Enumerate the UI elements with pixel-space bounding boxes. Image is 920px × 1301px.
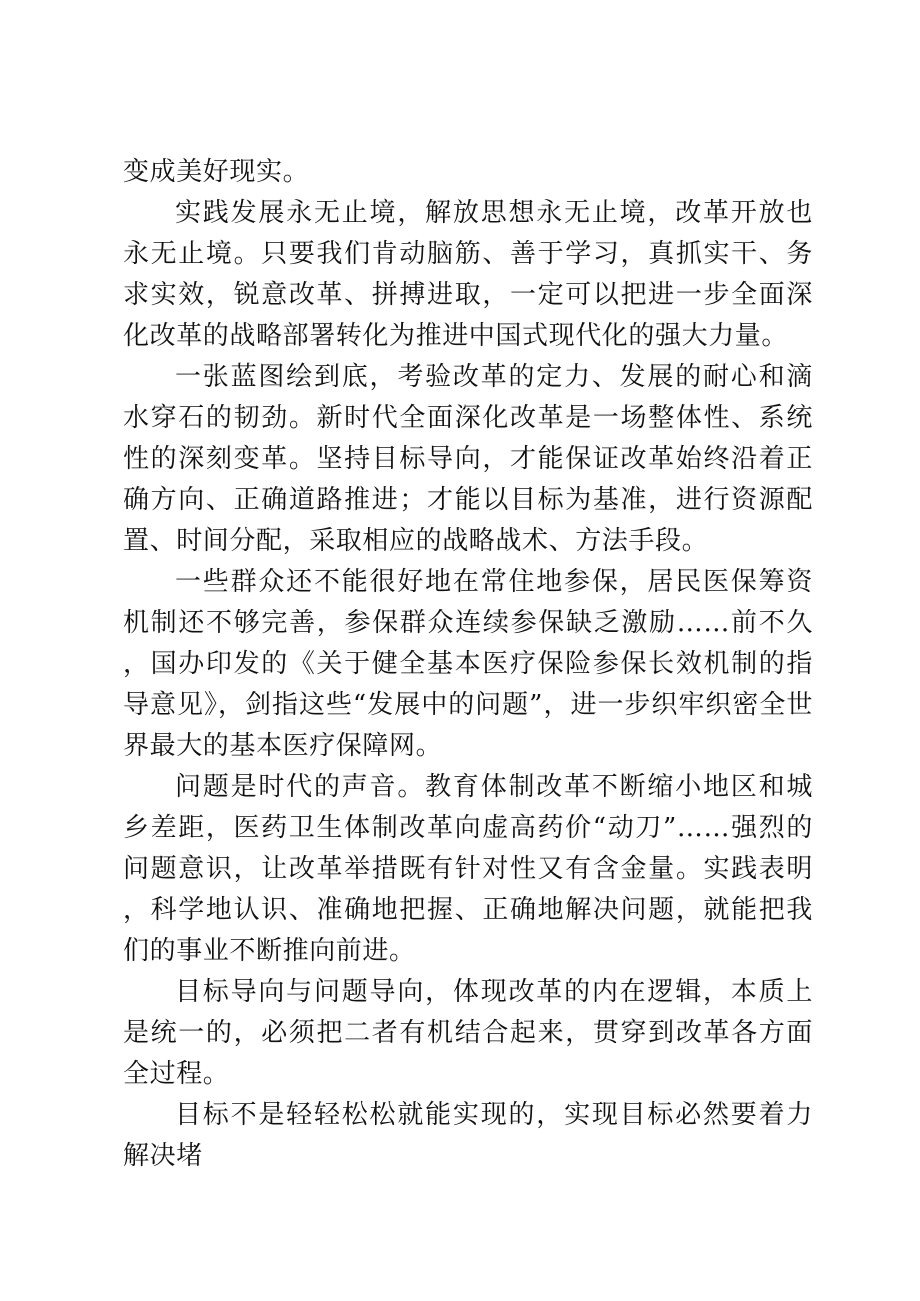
paragraph-problems-voice: 问题是时代的声音。教育体制改革不断缩小地区和城乡差距，医药卫生体制改革向虚高药价“动刀”……强烈的问题意识，让改革举措既有针对性又有含金量。实践表明，科学地认识、准确地把握、正确地解决问题，就能把我们的事业不断推向前进。: [123, 772, 813, 966]
paragraph-goal-problem-orientation: 目标导向与问题导向，体现改革的内在逻辑，本质上是统一的，必须把二者有机结合起来，贯穿到改革各方面全过程。: [123, 977, 813, 1089]
body-text: [123, 152, 813, 1177]
paragraph-reform-endless: 实践发展永无止境，解放思想永无止境，改革开放也永无止境。只要我们肯动脑筋、善于学习，真抓实干、务求实效，锐意改革、拼搏进取，一定可以把进一步全面深化改革的战略部署转化为推进中国式现代化的强大力量。: [123, 198, 813, 351]
paragraph-goals-not-easy: 目标不是轻轻松松就能实现的，实现目标必然要着力解决堵: [123, 1100, 813, 1171]
paragraph-continuation: 变成美好现实。: [123, 157, 310, 187]
paragraph-blueprint: 一张蓝图绘到底，考验改革的定力、发展的耐心和滴水穿石的韧劲。新时代全面深化改革是一场整体性、系统性的深刻变革。坚持目标导向，才能保证改革始终沿着正确方向、正确道路推进；才能以目标为基准，进行资源配置、时间分配，采取相应的战略战术、方法手段。: [123, 362, 813, 556]
paragraph-medical-insurance: 一些群众还不能很好地在常住地参保，居民医保筹资机制还不够完善，参保群众连续参保缺乏激励……前不久，国办印发的《关于健全基本医疗保险参保长效机制的指导意见》，剑指这些“发展中的问题”，进一步织牢织密全世界最大的基本医疗保障网。: [123, 567, 813, 761]
